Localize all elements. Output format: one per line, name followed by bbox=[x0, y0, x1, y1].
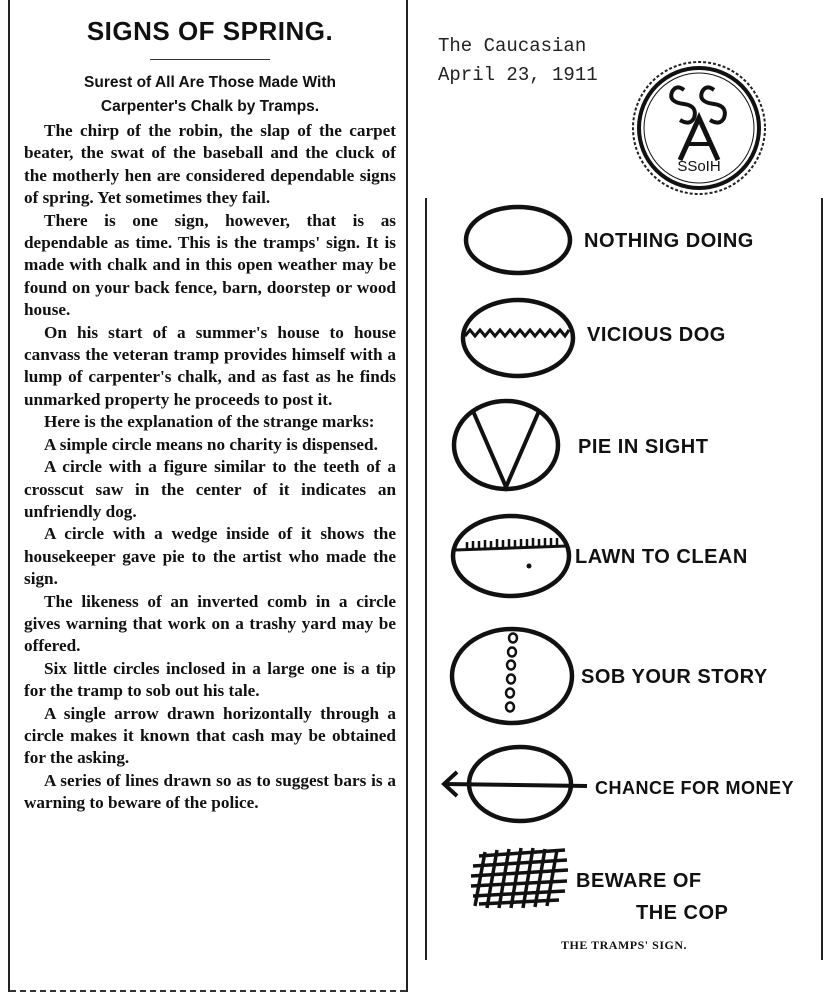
article-paragraph: A simple circle means no charity is dispensed. bbox=[44, 434, 378, 454]
source-note bbox=[438, 32, 598, 90]
inverted-comb-circle-icon bbox=[453, 516, 569, 596]
source-newspaper: The Caucasian bbox=[438, 35, 587, 57]
sign-label-vicious-dog: VICIOUS DOG bbox=[587, 324, 726, 346]
sign-label-beware-of: BEWARE OF bbox=[576, 870, 702, 892]
figure-caption: THE TRAMPS' SIGN. bbox=[561, 938, 687, 952]
sign-label-nothing-doing: NOTHING DOING bbox=[584, 230, 754, 252]
plain-circle-icon bbox=[466, 207, 570, 273]
sign-label-chance-for-money: CHANCE FOR MONEY bbox=[595, 778, 795, 798]
article-bottom-rule bbox=[10, 990, 406, 992]
article-paragraph: A series of lines drawn so as to suggest bars is a warning to beware of the police. bbox=[24, 770, 396, 813]
article-paragraph: On his start of a summer's house to house canvass the veteran tramp provides himself with a lump of carpenter's chalk, and as fast as he finds unmarked property he proceeds to post it. bbox=[24, 322, 396, 409]
wedge-circle-icon bbox=[454, 401, 558, 489]
article-paragraph: The chirp of the robin, the slap of the carpet beater, the swat of the baseball and the cluck of the motherly hen are considered dependable signs of spring. Yet sometimes they fail. bbox=[24, 121, 396, 208]
article-column bbox=[8, 0, 408, 992]
sign-label-sob-your-story: SOB YOUR STORY bbox=[581, 666, 768, 688]
tramp-signs-drawings bbox=[427, 198, 825, 960]
sign-label-the-cop: THE COP bbox=[636, 902, 729, 924]
headline-rule bbox=[150, 59, 270, 60]
article-paragraph: Six little circles inclosed in a large one is a tip for the tramp to sob out his tale. bbox=[24, 658, 396, 701]
six-small-circles-icon bbox=[452, 629, 572, 723]
article-paragraph: Here is the explanation of the strange marks: bbox=[44, 412, 375, 432]
article-subhead-line1: Surest of All Are Those Made With bbox=[84, 74, 336, 91]
article-paragraph: A circle with a figure similar to the teeth of a crosscut saw in the center of it indicates an unfriendly dog. bbox=[24, 457, 396, 521]
seal-text: SSoIH bbox=[677, 158, 721, 175]
article-paragraph: A circle with a wedge inside of it shows the housekeeper gave pie to the artist who made the sign. bbox=[24, 524, 396, 589]
society-seal-stamp bbox=[628, 56, 770, 200]
tramp-signs-figure bbox=[425, 198, 823, 960]
source-date: April 23, 1911 bbox=[438, 64, 598, 86]
article-paragraph: A single arrow drawn horizontally through a circle makes it known that cash may be obtained for the asking. bbox=[24, 703, 396, 768]
article-headline: SIGNS OF SPRING. bbox=[86, 16, 334, 46]
sign-label-lawn-to-clean: LAWN TO CLEAN bbox=[575, 546, 748, 568]
article-paragraph: The likeness of an inverted comb in a circle gives warning that work on a trashy yard may be offered. bbox=[24, 591, 396, 656]
sign-label-pie-in-sight: PIE IN SIGHT bbox=[578, 436, 709, 458]
arrow-through-circle-icon bbox=[444, 747, 587, 821]
article-subhead-line2: Carpenter's Chalk by Tramps. bbox=[100, 98, 320, 115]
seal-icon bbox=[628, 56, 770, 200]
saw-teeth-circle-icon bbox=[463, 300, 573, 376]
article-paragraph: There is one sign, however, that is as dependable as time. This is the tramps' sign. It is made with chalk and in this open weather may be found on your back fence, barn, doorstep or wood house. bbox=[24, 210, 396, 320]
crosshatch-bars-icon bbox=[471, 848, 568, 908]
